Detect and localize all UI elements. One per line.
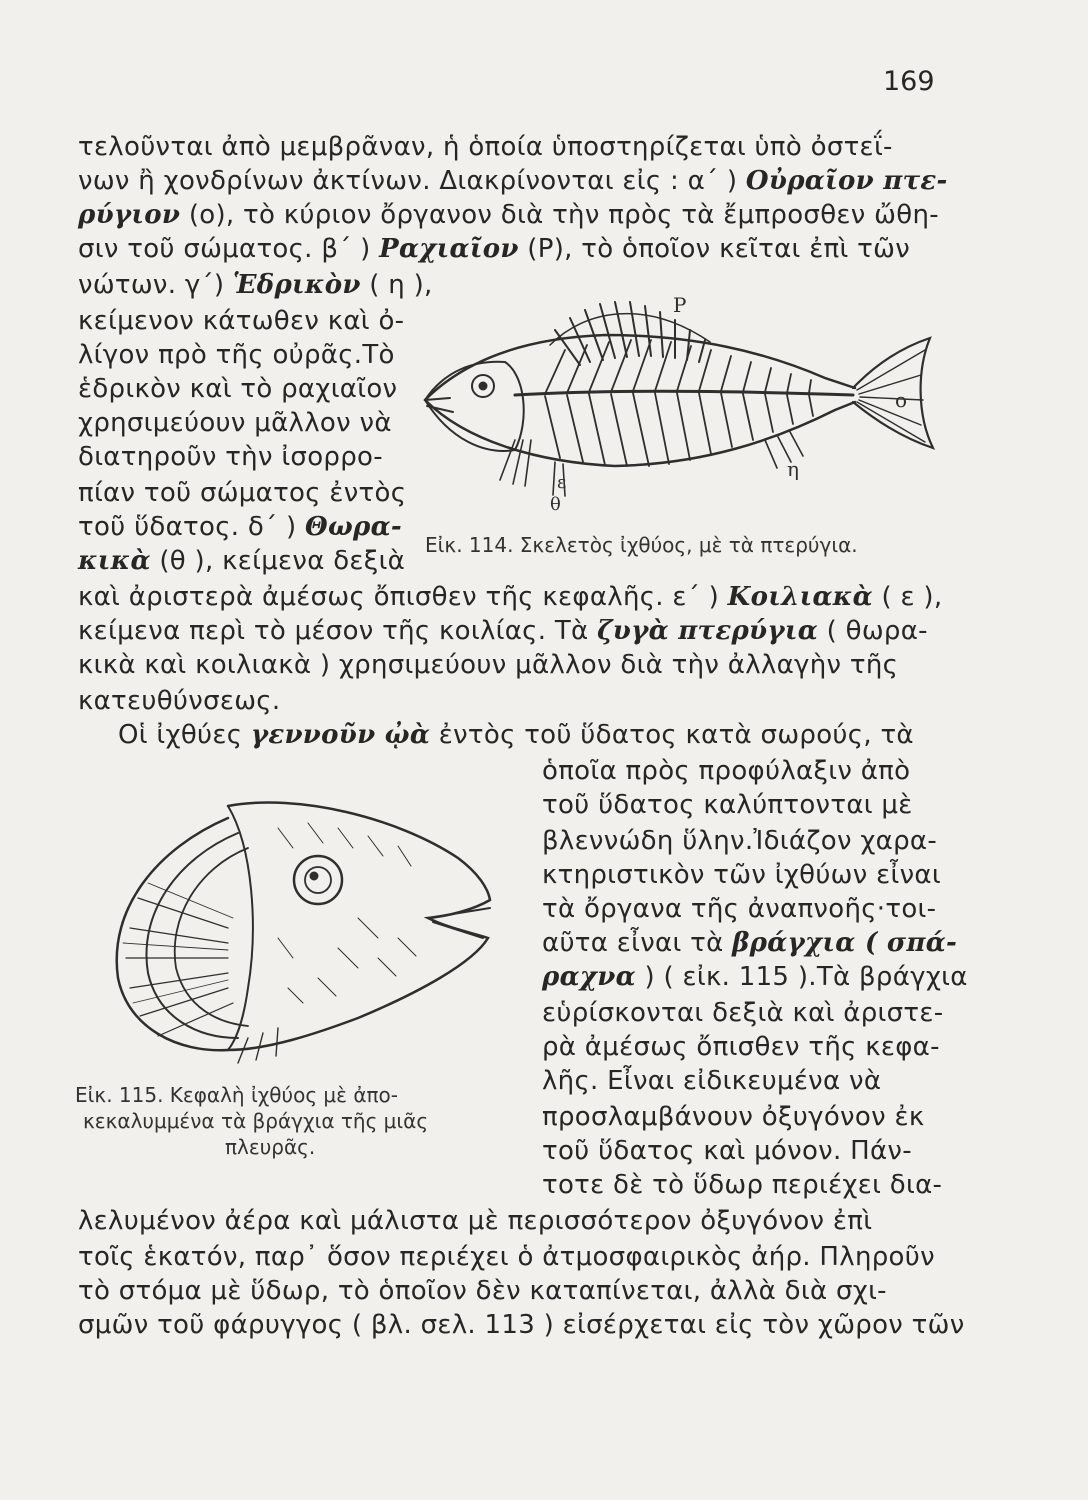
text-line — [542, 926, 957, 960]
text-line — [542, 1100, 924, 1134]
text-line — [542, 1030, 940, 1064]
text-line — [542, 1064, 881, 1098]
text-line — [78, 164, 948, 198]
text-segment: κείμενον κάτωθεν καὶ ὀ- — [78, 306, 405, 336]
emphasis-term: ρύγιον — [78, 200, 181, 230]
text-line — [78, 684, 280, 718]
text-segment: διατηροῦν τὴν ἰσορρο- — [78, 442, 383, 472]
text-line — [542, 1168, 942, 1202]
label-anal-fin: η — [787, 457, 799, 481]
emphasis-term: Ἑδρικὸν — [232, 270, 361, 300]
text-line — [78, 406, 392, 440]
text-line — [542, 788, 913, 822]
figure-115-caption — [75, 1082, 428, 1160]
emphasis-term: βράγχια ( σπά- — [732, 928, 958, 958]
label-dorsal-fin: Ρ — [673, 293, 687, 317]
figure-115-caption-line-3: πλευρᾶς. — [225, 1135, 316, 1159]
text-line — [78, 544, 405, 578]
figure-115-caption-line-1: Εἰκ. 115. Κεφαλὴ ἰχθύος μὲ ἀπο- — [75, 1083, 398, 1107]
text-line — [78, 1204, 872, 1238]
text-line — [78, 304, 404, 338]
text-segment: τὸ στόμα μὲ ὕδωρ, τὸ ὁποῖον δὲν καταπίνεται, ἀλλὰ διὰ σχι- — [78, 1276, 887, 1306]
figure-114-caption: Εἰκ. 114. Σκελετὸς ἰχθύος, μὲ τὰ πτερύγια. — [425, 533, 858, 557]
text-segment: κικὰ καὶ κοιλιακὰ ) χρησιμεύουν μᾶλλον διὰ τὴν ἀλλαγὴν τῆς — [78, 650, 899, 680]
text-segment: εὑρίσκονται δεξιὰ καὶ ἀριστε- — [542, 998, 944, 1028]
emphasis-term: ζυγὰ πτερύγια — [597, 616, 819, 646]
text-segment: λίγον πρὸ τῆς οὐρᾶς.Τὸ — [78, 340, 395, 370]
text-segment: προσλαμβάνουν ὀξυγόνον ἐκ — [542, 1102, 925, 1132]
text-segment: τοῦ ὕδατος καὶ μόνον. Πάν- — [542, 1136, 912, 1166]
label-caudal-fin: ο — [895, 388, 908, 412]
text-line — [542, 892, 936, 926]
text-line — [78, 648, 898, 682]
text-line — [78, 580, 942, 614]
text-segment: ρὰ ἀμέσως ὄπισθεν τῆς κεφα- — [542, 1032, 940, 1062]
text-line — [78, 476, 406, 510]
fish-head-drawing — [117, 803, 490, 1063]
text-segment: κατευθύνσεως. — [78, 686, 281, 716]
text-segment: αῦτα εἶναι τὰ — [542, 928, 733, 958]
text-segment: σμῶν τοῦ φάρυγγος ( βλ. σελ. 113 ) εἰσέρχεται εἰς τὸν χῶρον τῶν — [78, 1310, 965, 1340]
text-line — [78, 198, 939, 232]
text-line — [78, 372, 397, 406]
text-line — [78, 1308, 965, 1342]
text-segment: ( ε ), — [872, 582, 943, 612]
text-line — [78, 268, 433, 302]
text-line — [78, 1274, 887, 1308]
text-segment: τελοῦνται ἀπὸ μεμβρᾶναν, ἡ ὁποία ὑποστηρίζεται ὑπὸ ὀστεΐ- — [78, 132, 893, 162]
figure-114-fish-skeleton — [405, 290, 945, 520]
text-segment: ὁποῖα πρὸς προφύλαξιν ἀπὸ — [542, 756, 911, 786]
emphasis-term: κικὰ — [78, 546, 151, 576]
text-segment: ἑδρικὸν καὶ τὸ ραχιαῖον — [78, 374, 398, 404]
emphasis-term: ραχνα — [542, 962, 636, 992]
emphasis-term: Οὐραῖον πτε- — [745, 166, 948, 196]
text-segment: (Ρ), τὸ ὁποῖον κεῖται ἐπὶ τῶν — [518, 234, 911, 264]
emphasis-term: γεννοῦν ᾠὰ — [250, 720, 431, 750]
text-segment: κτηριστικὸν τῶν ἰχθύων εἶναι — [542, 860, 941, 890]
label-pelvic-fin: ε — [557, 472, 567, 493]
text-line — [78, 338, 395, 372]
text-line — [78, 614, 928, 648]
text-segment: νώτων. γ΄) — [78, 270, 233, 300]
figure-115-fish-head — [78, 788, 518, 1068]
text-line — [542, 960, 968, 994]
page-number: 169 — [883, 66, 935, 97]
text-line — [118, 718, 914, 752]
text-segment: τὰ ὄργανα τῆς ἀναπνοῆς·τοι- — [542, 894, 937, 924]
text-line — [542, 824, 937, 858]
text-segment: κείμενα περὶ τὸ μέσον τῆς κοιλίας. Τὰ — [78, 616, 598, 646]
text-segment: τοῦ ὕδατος καλύπτονται μὲ — [542, 790, 913, 820]
text-segment: ) ( εἰκ. 115 ).Τὰ βράγχια — [635, 962, 968, 992]
text-segment: καὶ ἀριστερὰ ἀμέσως ὄπισθεν τῆς κεφαλῆς. ε΄ ) — [78, 582, 728, 612]
text-segment: λελυμένον ἀέρα καὶ μάλιστα μὲ περισσότερον ὀξυγόνον ἐπὶ — [78, 1206, 873, 1236]
text-segment: βλεννώδη ὕλην.Ἰδιάζον χαρα- — [542, 826, 938, 856]
text-line — [78, 510, 402, 544]
label-pectoral-fin: θ — [550, 494, 561, 515]
text-segment: (θ ), κείμενα δεξιὰ — [150, 546, 406, 576]
text-segment: (ο), τὸ κύριον ὄργανον διὰ τὴν πρὸς τὰ ἔμπροσθεν ὤθη- — [180, 200, 939, 230]
text-segment: σιν τοῦ σώματος. β΄ ) — [78, 234, 380, 264]
text-line — [542, 858, 941, 892]
text-line — [542, 1134, 912, 1168]
emphasis-term: Ραχιαῖον — [379, 234, 519, 264]
text-segment: νων ἢ χονδρίνων ἀκτίνων. Διακρίνονται εἰς : α΄ ) — [78, 166, 746, 196]
text-segment: ( θωρα- — [818, 616, 928, 646]
emphasis-term: Θωρα- — [305, 512, 402, 542]
text-segment: Οἱ ἰχθύες — [118, 720, 251, 750]
text-line — [78, 232, 910, 266]
text-line — [78, 1240, 935, 1274]
text-segment: ἐντὸς τοῦ ὕδατος κατὰ σωρούς, τὰ — [430, 720, 914, 750]
text-segment: ( η ), — [360, 270, 433, 300]
text-line — [542, 996, 943, 1030]
text-segment: πίαν τοῦ σώματος ἐντὸς — [78, 478, 407, 508]
text-segment: τοῖς ἑκατόν, παρ᾿ ὅσον περιέχει ὁ ἀτμοσφαιρικὸς ἀήρ. Πληροῦν — [78, 1242, 935, 1272]
text-line — [78, 440, 383, 474]
text-segment: τοτε δὲ τὸ ὕδωρ περιέχει δια- — [542, 1170, 943, 1200]
fish-skeleton-drawing — [425, 302, 933, 496]
text-segment: λῆς. Εἶναι εἰδικευμένα νὰ — [542, 1066, 882, 1096]
text-segment: χρησιμεύουν μᾶλλον νὰ — [78, 408, 392, 438]
text-line — [78, 130, 893, 164]
text-segment: τοῦ ὕδατος. δ΄ ) — [78, 512, 305, 542]
text-line — [542, 754, 910, 788]
emphasis-term: Κοιλιακὰ — [727, 582, 873, 612]
figure-115-caption-line-2: κεκαλυμμένα τὰ βράγχια τῆς μιᾶς — [83, 1109, 429, 1133]
